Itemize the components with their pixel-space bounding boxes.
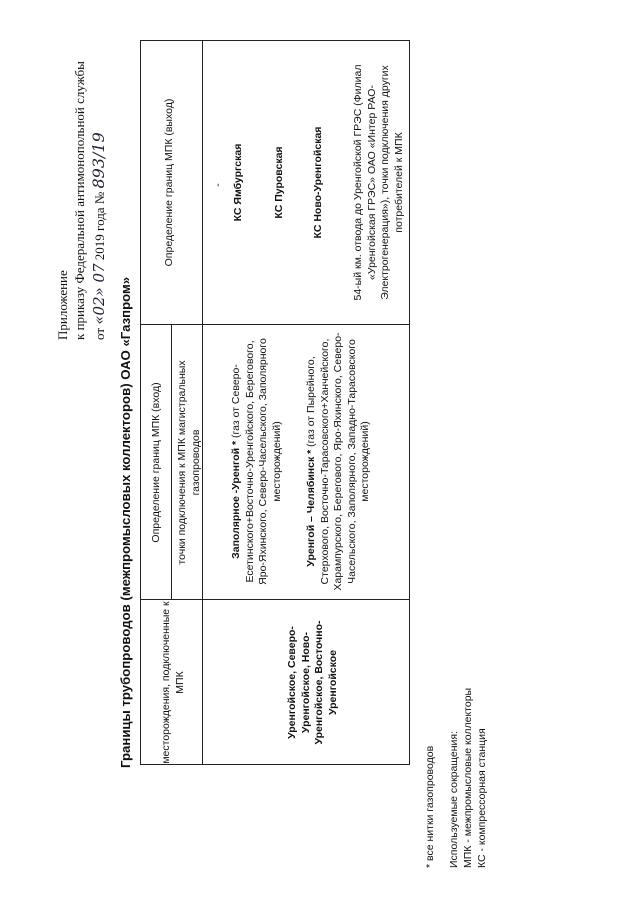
boundaries-table — [140, 40, 410, 765]
col-exit-header: Определение границ МПК (выход) — [163, 98, 175, 267]
entry-urengoy-chelyabinsk — [305, 329, 373, 594]
header-day-handwritten: «02» 07 — [90, 263, 108, 325]
exit-dash: - — [212, 183, 224, 187]
header-number-sign: № — [92, 191, 107, 205]
header-year: 2019 года — [92, 207, 107, 261]
entry-zapolyarnoe-title: Заполярное -Уренгой * — [230, 440, 242, 559]
exit-54km-branch: 54-ый км. отвода до Уренгойской ГРЭС (Филиал «Уренгойская ГРЭС» ОАО «Интер РАО-Электрогенерация»), точки подключения других потребителей к МПК — [352, 64, 405, 301]
col-fields-header: месторождения, подключенные к МПК — [160, 601, 186, 764]
header-appendix: Приложение — [55, 270, 70, 340]
entry-group-header: Определение границ МПК (вход) — [150, 382, 162, 543]
entry-urengoy-chelyabinsk-title: Уренгой – Челябинск * — [305, 449, 317, 567]
footnote-abbrev-title: Используемые сокращения: — [448, 731, 460, 868]
footnote-asterisk: * все нитки газопроводов — [424, 745, 436, 868]
document-title: Границы трубопроводов (межпромысловых коллекторов) ОАО «Газпром» — [118, 276, 133, 768]
exit-ks-yamburgskaya: КС Ямбургская — [232, 143, 244, 222]
header-order-line: к приказу Федеральной антимонопольной службы — [72, 61, 87, 340]
exit-ks-purovskaya: КС Пуровская — [273, 146, 285, 219]
header-number-handwritten: 893/19 — [89, 132, 108, 189]
header-from-label: от — [92, 327, 107, 340]
entry-zapolyarnoe — [230, 329, 284, 594]
footnote-ks: КС - компрессорная станция — [476, 728, 488, 868]
entry-urengoy-chelyabinsk-body: (газ от Пырейного, Стерхового, Восточно-Тарасовского+Ханчейского, Харампурского, Берегового, Яро-Яхинского, Северо-Часельского, Заполярного, Западно-Тарасовского месторождений) — [305, 332, 371, 591]
fields-cell: Уренгойское, Северо-Уренгойское, Ново-Уренгойское, Восточно-Уренгойское — [286, 620, 339, 745]
exit-ks-novo-urengoyskaya: КС Ново-Уренгойская — [312, 126, 324, 239]
entry-zapolyarnoe-body: (газ от Северо-Есетинского+Восточно-Уренгойского, Берегового, Яро-Яхинского, Северо-Часельского, Заполярного месторождений) — [230, 338, 283, 585]
header-date-line — [89, 132, 108, 340]
col-connection-points-header: точки подключения к МПК магистральных газопроводов — [176, 360, 202, 565]
footnote-mpk: МПК - межпромысловые коллекторы — [462, 687, 474, 868]
